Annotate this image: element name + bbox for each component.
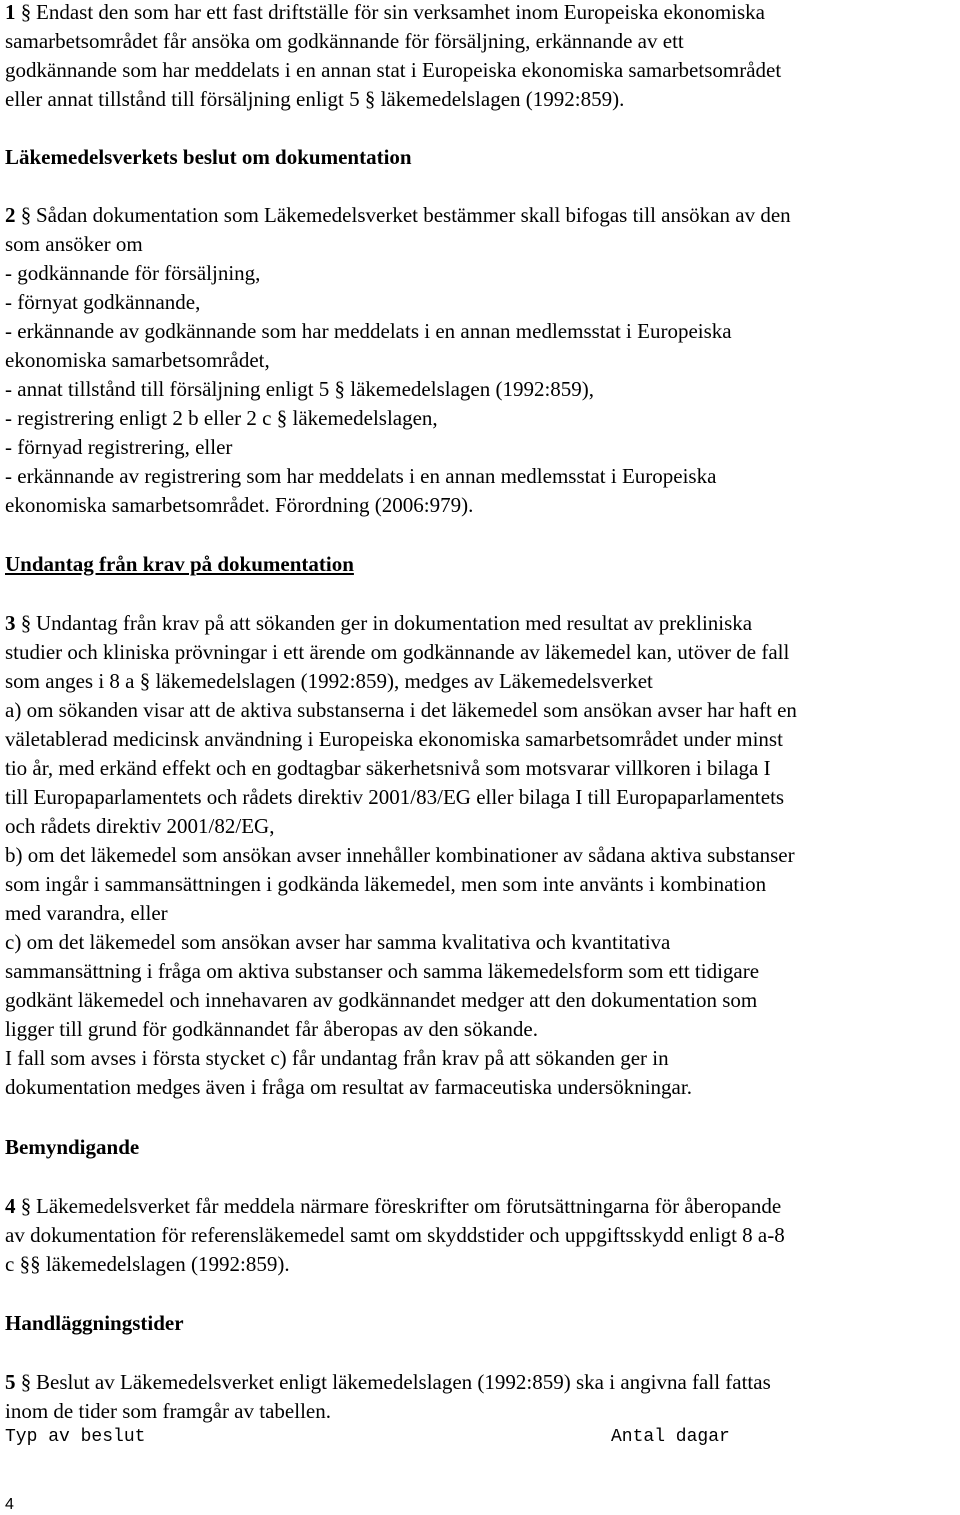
section-4-line-1 [5,1192,781,1221]
section-sign: § [20,203,32,227]
table-header-days: Antal dagar [611,1427,730,1447]
section-2-line-7: - annat tillstånd till försäljning enligt 5 § läkemedelslagen (1992:859), [5,377,595,401]
section-1-line-1 [5,0,765,27]
section-3-line-13: sammansättning i fråga om aktiva substanser och samma läkemedelsform som ett tidigare [5,959,760,983]
section-2-line-10: - erkännande av registrering som har meddelats i en annan medlemsstat i Europeiska [5,464,717,488]
section-3-line-14: godkänt läkemedel och innehavaren av godkännandet medger att den dokumentation som [5,988,758,1012]
section-5-line-2: inom de tider som framgår av tabellen. [5,1399,331,1423]
section-number: 3 [5,611,16,635]
section-sign: § [20,611,32,635]
section-number: 5 [5,1370,16,1394]
section-3-line-16: I fall som avses i första stycket c) får undantag från krav på att sökanden ger in [5,1046,669,1070]
section-2-line-4: - förnyat godkännande, [5,290,201,314]
section-3-line-7: till Europaparlamentets och rådets direktiv 2001/83/EG eller bilaga I till Europaparlamentets [5,785,785,809]
section-3-line-3: som anges i 8 a § läkemedelslagen (1992:859), medges av Läkemedelsverket [5,669,653,693]
section-number: 1 [5,0,16,24]
section-2-line-1 [5,201,791,230]
section-2-line-2: som ansöker om [5,232,143,256]
section-4-line-2: av dokumentation för referensläkemedel samt om skyddstider och uppgiftsskydd enligt 8 a-8 [5,1223,785,1247]
heading-undantag: Undantag från krav på dokumentation [5,552,354,576]
section-1-line-3: godkännande som har meddelats i en annan stat i Europeiska ekonomiska samarbetsområdet [5,58,782,82]
section-5-line-1 [5,1368,771,1397]
section-2-line-6: ekonomiska samarbetsområdet, [5,348,270,372]
section-3-line-4: a) om sökanden visar att de aktiva substanserna i det läkemedel som ansökan avser har haft en [5,698,797,722]
section-2-line-9: - förnyad registrering, eller [5,435,233,459]
heading-handlaggningstider: Handläggningstider [5,1311,184,1335]
section-sign: § [20,0,32,24]
section-3-line-8: och rådets direktiv 2001/82/EG, [5,814,275,838]
section-2-line-8: - registrering enligt 2 b eller 2 c § läkemedelslagen, [5,406,438,430]
section-number: 2 [5,203,16,227]
paragraph-text: Endast den som har ett fast driftställe för sin verksamhet inom Europeiska ekonomiska [36,0,765,24]
section-2-line-11: ekonomiska samarbetsområdet. Förordning (2006:979). [5,493,474,517]
section-sign: § [20,1194,32,1218]
paragraph-text: Undantag från krav på att sökanden ger in dokumentation med resultat av prekliniska [36,611,753,635]
section-3-line-2: studier och kliniska prövningar i ett ärende om godkännande av läkemedel kan, utöver de fall [5,640,790,664]
section-sign: § [20,1370,32,1394]
section-1-line-2: samarbetsområdet får ansöka om godkännande för försäljning, erkännande av ett [5,29,684,53]
section-1-line-4: eller annat tillstånd till försäljning enligt 5 § läkemedelslagen (1992:859). [5,87,625,111]
paragraph-text: Sådan dokumentation som Läkemedelsverket bestämmer skall bifogas till ansökan av den [36,203,791,227]
section-3-line-11: med varandra, eller [5,901,168,925]
section-3-line-6: tio år, med erkänd effekt och en godtagbar säkerhetsnivå som motsvarar villkoren i bilaga I [5,756,771,780]
section-number: 4 [5,1194,16,1218]
section-3-line-17: dokumentation medges även i fråga om resultat av farmaceutiska undersökningar. [5,1075,692,1099]
section-3-line-5: väletablerad medicinsk användning i Europeiska ekonomiska samarbetsområdet under minst [5,727,783,751]
section-3-line-9: b) om det läkemedel som ansökan avser innehåller kombinationer av sådana aktiva substanser [5,843,795,867]
section-3-line-15: ligger till grund för godkännandet får åberopas av den sökande. [5,1017,538,1041]
section-3-line-10: som ingår i sammansättningen i godkända läkemedel, men som inte använts i kombination [5,872,767,896]
heading-lakemedelsverkets-beslut: Läkemedelsverkets beslut om dokumentation [5,145,412,169]
section-2-line-3: - godkännande för försäljning, [5,261,261,285]
paragraph-text: Läkemedelsverket får meddela närmare föreskrifter om förutsättningarna för åberopande [36,1194,782,1218]
heading-bemyndigande: Bemyndigande [5,1135,140,1159]
paragraph-text: Beslut av Läkemedelsverket enligt läkemedelslagen (1992:859) ska i angivna fall fattas [36,1370,771,1394]
table-header-type: Typ av beslut [5,1427,146,1447]
page-number: 4 [5,1496,14,1513]
section-2-line-5: - erkännande av godkännande som har meddelats i en annan medlemsstat i Europeiska [5,319,732,343]
section-3-line-1 [5,609,752,638]
section-4-line-3: c §§ läkemedelslagen (1992:859). [5,1252,290,1276]
section-3-line-12: c) om det läkemedel som ansökan avser har samma kvalitativa och kvantitativa [5,930,671,954]
